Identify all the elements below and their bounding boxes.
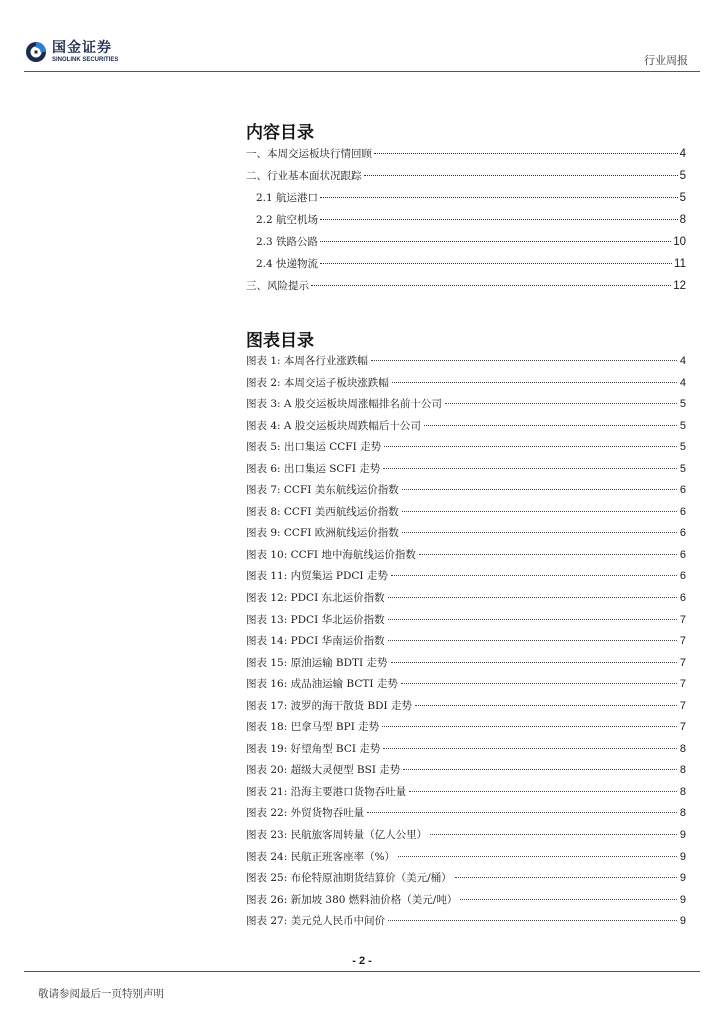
- figure-list-title: 图表目录: [246, 331, 314, 351]
- entry-page-number: 5: [679, 398, 686, 411]
- page-number: - 2 -: [352, 955, 372, 967]
- entry-label: 图表 19: 好望角型 BCI 走势: [246, 742, 381, 755]
- entry-label: 2.3 铁路公路: [256, 236, 319, 248]
- entry-page-number: 6: [679, 592, 686, 605]
- logo-english-name: SINOLINK SECURITIES: [52, 56, 119, 63]
- dot-leader: [388, 619, 677, 620]
- entry-page-number: 10: [673, 236, 686, 248]
- entry-page-number: 6: [679, 484, 686, 497]
- entry-page-number: 5: [679, 170, 686, 182]
- entry-label: 图表 8: CCFI 美西航线运价指数: [246, 505, 399, 518]
- entry-page-number: 5: [679, 441, 686, 454]
- dot-leader: [392, 382, 677, 383]
- dot-leader: [401, 683, 677, 684]
- figure-entry[interactable]: [246, 676, 686, 698]
- dot-leader: [320, 241, 671, 242]
- entry-label: 图表 6: 出口集运 SCFI 走势: [246, 462, 381, 475]
- dot-leader: [371, 360, 677, 361]
- toc-entry[interactable]: [246, 146, 686, 168]
- entry-label: 图表 10: CCFI 地中海航线运价指数: [246, 548, 416, 561]
- entry-page-number: 7: [679, 678, 686, 691]
- entry-label: 图表 25: 布伦特原油期货结算价（美元/桶）: [246, 872, 452, 885]
- entry-label: 图表 3: A 股交运板块周涨幅排名前十公司: [246, 398, 442, 411]
- dot-leader: [460, 899, 677, 900]
- figure-entry[interactable]: [246, 698, 686, 720]
- entry-label: 三、风险提示: [246, 280, 309, 292]
- entry-page-number: 9: [679, 893, 686, 906]
- entry-label: 图表 21: 沿海主要港口货物吞吐量: [246, 785, 407, 798]
- figure-entry[interactable]: [246, 655, 686, 677]
- dot-leader: [398, 856, 677, 857]
- report-type-label: 行业周报: [644, 54, 688, 67]
- dot-leader: [445, 403, 677, 404]
- toc-list: [246, 146, 686, 300]
- dot-leader: [320, 263, 672, 264]
- entry-label: 图表 18: 巴拿马型 BPI 走势: [246, 721, 380, 734]
- entry-page-number: 5: [679, 419, 686, 432]
- entry-page-number: 9: [679, 850, 686, 863]
- figure-entry[interactable]: [246, 525, 686, 547]
- entry-page-number: 5: [679, 192, 686, 204]
- figure-entry[interactable]: [246, 418, 686, 440]
- toc-entry[interactable]: [246, 190, 686, 212]
- entry-label: 2.4 快递物流: [256, 258, 319, 270]
- entry-label: 图表 5: 出口集运 CCFI 走势: [246, 441, 382, 454]
- dot-leader: [402, 532, 677, 533]
- entry-page-number: 6: [679, 527, 686, 540]
- dot-leader: [388, 640, 677, 641]
- figure-entry[interactable]: [246, 913, 686, 935]
- entry-label: 图表 9: CCFI 欧洲航线运价指数: [246, 527, 399, 540]
- entry-label: 图表 12: PDCI 东北运价指数: [246, 592, 385, 605]
- entry-label: 图表 26: 新加坡 380 燃料油价格（美元/吨）: [246, 893, 458, 906]
- entry-page-number: 4: [679, 376, 686, 389]
- disclaimer-note: 敬请参阅最后一页特别声明: [38, 988, 164, 1000]
- dot-leader: [403, 769, 677, 770]
- figure-entry[interactable]: [246, 719, 686, 741]
- dot-leader: [367, 812, 677, 813]
- figure-entry[interactable]: [246, 375, 686, 397]
- dot-leader: [320, 219, 678, 220]
- entry-page-number: 5: [679, 462, 686, 475]
- figure-entry[interactable]: [246, 762, 686, 784]
- entry-label: 图表 20: 超级大灵便型 BSI 走势: [246, 764, 401, 777]
- dot-leader: [384, 446, 677, 447]
- figure-entry[interactable]: [246, 870, 686, 892]
- entry-label: 图表 15: 原油运输 BDTI 走势: [246, 656, 388, 669]
- entry-label: 图表 16: 成品油运输 BCTI 走势: [246, 678, 398, 691]
- dot-leader: [430, 834, 677, 835]
- page-header: [24, 38, 700, 70]
- dot-leader: [388, 920, 677, 921]
- figure-entry[interactable]: [246, 504, 686, 526]
- figure-entry[interactable]: [246, 805, 686, 827]
- dot-leader: [364, 175, 678, 176]
- dot-leader: [311, 285, 671, 286]
- figure-entry[interactable]: [246, 482, 686, 504]
- dot-leader: [415, 705, 677, 706]
- dot-leader: [455, 877, 677, 878]
- entry-page-number: 8: [679, 214, 686, 226]
- entry-label: 图表 7: CCFI 美东航线运价指数: [246, 484, 399, 497]
- entry-page-number: 6: [679, 548, 686, 561]
- entry-page-number: 4: [679, 148, 686, 160]
- figure-entry[interactable]: [246, 461, 686, 483]
- figure-list: [246, 353, 686, 935]
- logo-chinese-name: 国金证券: [52, 39, 112, 56]
- entry-page-number: 4: [679, 355, 686, 367]
- entry-label: 2.2 航空机场: [256, 214, 319, 226]
- entry-page-number: 8: [679, 764, 686, 777]
- toc-entry[interactable]: [246, 168, 686, 190]
- entry-label: 2.1 航运港口: [256, 192, 319, 204]
- figure-entry[interactable]: [246, 741, 686, 763]
- entry-page-number: 6: [679, 570, 686, 583]
- dot-leader: [383, 468, 677, 469]
- dot-leader: [388, 597, 677, 598]
- entry-page-number: 8: [679, 742, 686, 755]
- entry-page-number: 9: [679, 872, 686, 885]
- entry-page-number: 7: [679, 721, 686, 734]
- dot-leader: [419, 554, 677, 555]
- entry-page-number: 12: [673, 280, 686, 292]
- entry-label: 图表 17: 波罗的海干散货 BDI 走势: [246, 699, 413, 712]
- entry-page-number: 7: [679, 699, 686, 712]
- entry-label: 图表 1: 本周各行业涨跌幅: [246, 355, 368, 367]
- dot-leader: [320, 197, 678, 198]
- figure-entry[interactable]: [246, 784, 686, 806]
- toc-entry[interactable]: [246, 234, 686, 256]
- toc-title: 内容目录: [246, 123, 314, 143]
- figure-entry[interactable]: [246, 568, 686, 590]
- entry-label: 图表 13: PDCI 华北运价指数: [246, 613, 385, 626]
- footer-divider: [24, 971, 700, 972]
- entry-label: 图表 27: 美元兑人民币中间价: [246, 915, 386, 928]
- figure-entry[interactable]: [246, 439, 686, 461]
- dot-leader: [391, 662, 677, 663]
- toc-entry[interactable]: [246, 278, 686, 300]
- entry-page-number: 6: [679, 505, 686, 518]
- entry-page-number: 9: [679, 915, 686, 928]
- figure-entry[interactable]: [246, 892, 686, 914]
- company-logo: [24, 40, 118, 64]
- entry-label: 图表 2: 本周交运子板块涨跌幅: [246, 376, 389, 389]
- entry-page-number: 7: [679, 656, 686, 669]
- entry-page-number: 7: [679, 613, 686, 626]
- entry-page-number: 11: [674, 258, 686, 270]
- dot-leader: [383, 748, 677, 749]
- entry-page-number: 7: [679, 635, 686, 648]
- dot-leader: [402, 511, 677, 512]
- figure-entry[interactable]: [246, 633, 686, 655]
- dot-leader: [374, 153, 678, 154]
- sinolink-logo-icon: [24, 40, 48, 64]
- figure-entry[interactable]: [246, 547, 686, 569]
- figure-entry[interactable]: [246, 590, 686, 612]
- figure-entry[interactable]: [246, 612, 686, 634]
- dot-leader: [402, 489, 677, 490]
- entry-page-number: 8: [679, 807, 686, 820]
- header-divider: [24, 71, 700, 72]
- dot-leader: [391, 575, 677, 576]
- entry-label: 图表 14: PDCI 华南运价指数: [246, 635, 385, 648]
- entry-label: 图表 22: 外贸货物吞吐量: [246, 807, 365, 820]
- figure-entry[interactable]: [246, 396, 686, 418]
- figure-entry[interactable]: [246, 827, 686, 849]
- figure-entry[interactable]: [246, 353, 686, 375]
- entry-label: 图表 23: 民航旅客周转量（亿人公里）: [246, 829, 428, 842]
- entry-label: 二、行业基本面状况跟踪: [246, 170, 362, 182]
- dot-leader: [409, 791, 677, 792]
- entry-label: 图表 4: A 股交运板块周跌幅后十公司: [246, 419, 421, 432]
- dot-leader: [424, 425, 677, 426]
- entry-label: 图表 11: 内贸集运 PDCI 走势: [246, 570, 388, 583]
- entry-page-number: 9: [679, 829, 686, 842]
- toc-entry[interactable]: [246, 256, 686, 278]
- entry-label: 一、本周交运板块行情回顾: [246, 148, 372, 160]
- entry-label: 图表 24: 民航正班客座率（%）: [246, 850, 396, 863]
- dot-leader: [382, 726, 677, 727]
- entry-page-number: 8: [679, 785, 686, 798]
- toc-entry[interactable]: [246, 212, 686, 234]
- figure-entry[interactable]: [246, 849, 686, 871]
